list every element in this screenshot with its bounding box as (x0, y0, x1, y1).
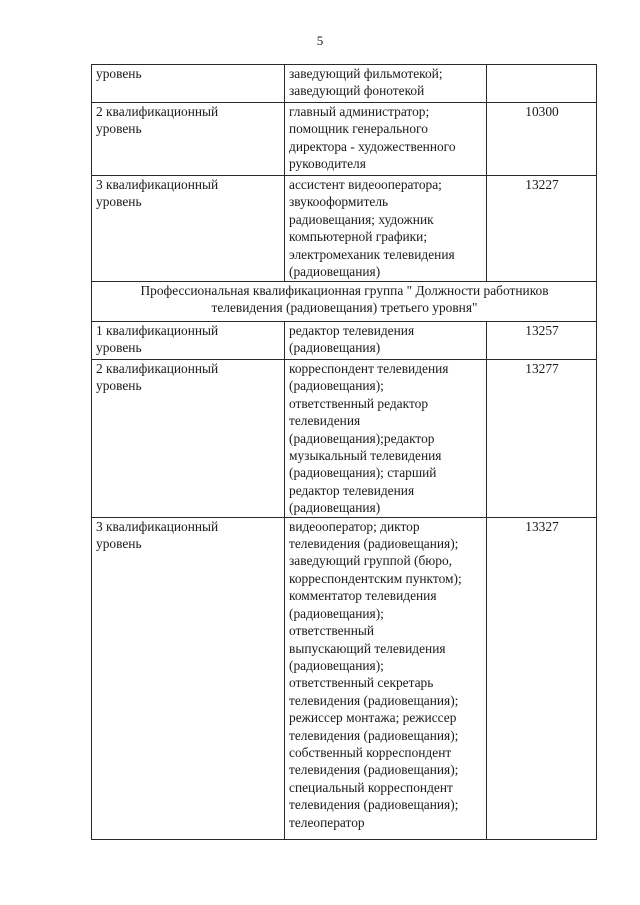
position-text: (радиовещания) (289, 340, 381, 356)
position-text: руководителя (289, 156, 366, 172)
position-text: телевидения (радиовещания); (289, 762, 459, 778)
position-text: телевидения (радиовещания); (289, 727, 459, 743)
table-row (92, 176, 597, 282)
group-title-line: телевидения (радиовещания) третьего уровня" (211, 300, 478, 316)
positions-cell (285, 176, 487, 282)
salary-cell: 13257 (487, 322, 597, 360)
position-text: (радиовещания);редактор (289, 430, 435, 446)
salary-cell: 13327 (487, 517, 597, 839)
position-text: видеооператор; диктор (289, 518, 420, 534)
level-text: уровень (96, 378, 142, 394)
position-text: телевидения (радиовещания); (289, 797, 459, 813)
position-text: режиссер монтажа; режиссер (289, 710, 457, 726)
position-text: (радиовещания); (289, 657, 384, 673)
level-cell (92, 176, 285, 282)
position-text: главный администратор; (289, 104, 430, 119)
table-row (92, 65, 597, 103)
position-text: ассистент видеооператора; (289, 177, 442, 192)
group-title-cell (92, 282, 597, 322)
level-cell (92, 360, 285, 518)
table-row (92, 322, 597, 360)
position-text: директора - художественного (289, 138, 456, 154)
level-text: 3 квалификационный (96, 518, 219, 534)
position-text: звукооформитель (289, 194, 389, 210)
position-text: электромеханик телевидения (289, 246, 455, 262)
salary-cell: 13227 (487, 176, 597, 282)
position-text: телевидения (радиовещания); (289, 692, 459, 708)
position-text: телевидения (радиовещания); (289, 536, 459, 552)
salary-cell (487, 65, 597, 103)
position-text: специальный корреспондент (289, 779, 453, 795)
position-text: редактор телевидения (289, 482, 415, 498)
level-cell (92, 322, 285, 360)
level-text: уровень (96, 66, 142, 81)
level-text: уровень (96, 194, 142, 210)
position-text: телевидения (289, 413, 361, 429)
position-text: компьютерной графики; (289, 229, 428, 245)
level-cell (92, 65, 285, 103)
salary-cell: 10300 (487, 103, 597, 176)
level-cell (92, 517, 285, 839)
position-text: телеоператор (289, 814, 365, 830)
positions-cell (285, 360, 487, 518)
position-text: помощник генерального (289, 121, 428, 137)
level-text: уровень (96, 121, 142, 137)
position-text: (радиовещания); (289, 378, 384, 394)
position-text: (радиовещания) (289, 500, 381, 516)
position-text: собственный корреспондент (289, 744, 452, 760)
position-text: корреспондент телевидения (289, 361, 449, 376)
table-row (92, 360, 597, 518)
positions-cell (285, 517, 487, 839)
level-text: 2 квалификационный (96, 361, 219, 376)
position-text: заведующий группой (бюро, (289, 553, 453, 569)
page-number: 5 (316, 33, 324, 48)
position-text: (радиовещания); старший (289, 465, 437, 481)
level-text: 2 квалификационный (96, 104, 219, 119)
positions-cell (285, 322, 487, 360)
level-text: 1 квалификационный (96, 323, 219, 338)
positions-cell (285, 103, 487, 176)
position-text: (радиовещания) (289, 264, 381, 280)
salary-cell: 13277 (487, 360, 597, 518)
position-text: ответственный (289, 623, 375, 639)
level-text: уровень (96, 340, 142, 356)
group-title-line: Профессиональная квалификационная группа " Должности работников (140, 283, 549, 298)
table-body (92, 65, 597, 840)
position-text: ответственный редактор (289, 395, 429, 411)
position-text: ответственный секретарь (289, 675, 434, 691)
position-text: комментатор телевидения (289, 588, 437, 604)
positions-cell (285, 65, 487, 103)
position-text: выпускающий телевидения (289, 640, 446, 656)
position-text: (радиовещания); (289, 605, 384, 621)
position-text: заведующий фильмотекой; (289, 66, 443, 81)
position-text: корреспондентским пунктом); (289, 570, 462, 586)
position-text: радиовещания; художник (289, 211, 434, 227)
position-text: заведующий фонотекой (289, 83, 425, 99)
level-text: уровень (96, 536, 142, 552)
position-text: музыкальный телевидения (289, 448, 442, 464)
group-header-row (92, 282, 597, 322)
position-text: редактор телевидения (289, 323, 415, 338)
level-cell (92, 103, 285, 176)
table-row (92, 103, 597, 176)
table-row (92, 517, 597, 839)
qualification-table (91, 64, 597, 840)
level-text: 3 квалификационный (96, 177, 219, 192)
